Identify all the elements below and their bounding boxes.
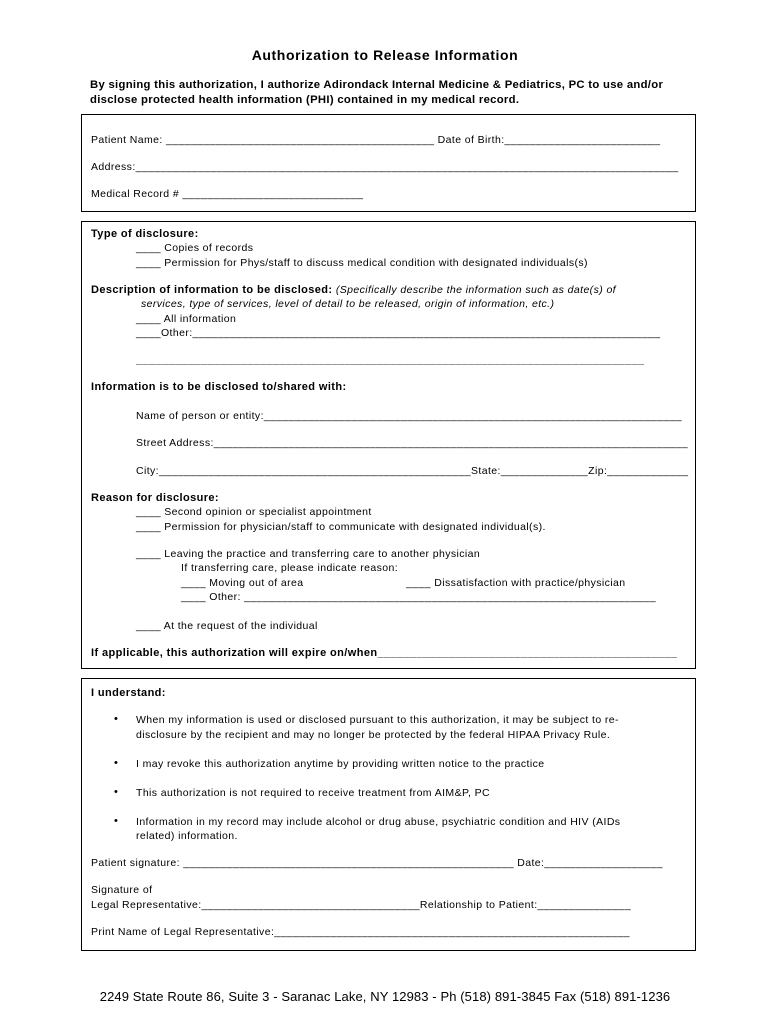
legal-rep-signature-field[interactable]: Legal Representative:___________________________________Relationship to Patient:_______________	[91, 899, 632, 911]
description-heading: Description of information to be disclosed:	[91, 284, 333, 296]
street-address-field[interactable]: Street Address:____________________________________________________________________________	[136, 437, 688, 449]
description-note-continued: services, type of services, level of detail to be released, origin of information, etc.)	[141, 298, 555, 310]
intro-statement: By signing this authorization, I authorize Adirondack Internal Medicine & Pediatrics, PC to use and/or disclose protected health information (PHI) contained in my medical record.	[90, 79, 664, 106]
bullet-icon: •	[114, 815, 118, 827]
recipient-name-field[interactable]: Name of person or entity:___________________________________________________________________	[136, 410, 682, 422]
bullet-icon: •	[114, 713, 118, 725]
leaving-practice-option[interactable]: ____ Leaving the practice and transferring care to another physician	[136, 548, 481, 560]
copies-of-records-option[interactable]: ____ Copies of records	[136, 242, 254, 254]
address-field[interactable]: Address:_______________________________________________________________________________________	[91, 161, 679, 173]
understand-item-sensitive-info: Information in my record may include alcohol or drug abuse, psychiatric condition and HIV (AIDs	[136, 816, 621, 828]
understand-item-redisclosure: When my information is used or disclosed pursuant to this authorization, it may be subject to re-	[136, 714, 619, 726]
description-heading-row	[91, 284, 616, 297]
transfer-other-field[interactable]: ____ Other: __________________________________________________________________	[181, 591, 656, 603]
form-title: Authorization to Release Information	[251, 47, 519, 63]
city-state-zip-field[interactable]: City:__________________________________________________State:______________Zip:_____________	[136, 465, 689, 477]
expiration-field[interactable]: If applicable, this authorization will expire on/when______________________________________________	[91, 647, 678, 659]
bullet-icon: •	[114, 757, 118, 769]
understand-heading: I understand:	[91, 687, 166, 699]
medical-record-field[interactable]: Medical Record # _____________________________	[91, 188, 364, 200]
type-of-disclosure-heading: Type of disclosure:	[91, 228, 199, 240]
bullet-icon: •	[114, 786, 118, 798]
patient-name-field[interactable]: Patient Name: ___________________________________________ Date of Birth:_________________________	[91, 134, 661, 146]
understand-item-sensitive-info-continued: related) information.	[136, 830, 238, 842]
legal-rep-signature-label: Signature of	[91, 884, 153, 896]
description-note: (Specifically describe the information such as date(s) of	[335, 284, 616, 296]
legal-rep-print-name-field[interactable]: Print Name of Legal Representative:_________________________________________________________	[91, 926, 630, 938]
individual-request-option[interactable]: ____ At the request of the individual	[136, 620, 318, 632]
patient-signature-field[interactable]: Patient signature: _____________________________________________________ Date:___________________	[91, 857, 663, 869]
shared-with-heading: Information is to be disclosed to/shared with:	[91, 381, 347, 393]
other-information-field[interactable]: ____Other:___________________________________________________________________________	[136, 327, 661, 339]
dissatisfaction-option[interactable]: ____ Dissatisfaction with practice/physician	[406, 577, 626, 589]
reason-heading: Reason for disclosure:	[91, 492, 219, 504]
all-information-option[interactable]: ____ All information	[136, 313, 237, 325]
communication-permission-option[interactable]: ____ Permission for physician/staff to communicate with designated individual(s).	[136, 521, 546, 533]
moving-out-option[interactable]: ____ Moving out of area	[181, 577, 304, 589]
understand-item-redisclosure-continued: disclosure by the recipient and may no longer be protected by the federal HIPAA Privacy Rule.	[136, 729, 611, 741]
understand-item-revoke: I may revoke this authorization anytime by providing written notice to the practice	[136, 758, 545, 770]
other-information-extra-line[interactable]: ______________________________________________________________________________	[136, 354, 645, 366]
transfer-reason-label: If transferring care, please indicate reason:	[181, 562, 399, 574]
practice-address-footer: 2249 State Route 86, Suite 3 - Saranac Lake, NY 12983 - Ph (518) 891-3845 Fax (518) 891-1236	[99, 989, 671, 1004]
phys-staff-permission-option[interactable]: ____ Permission for Phys/staff to discuss medical condition with designated individuals(s)	[136, 257, 588, 269]
second-opinion-option[interactable]: ____ Second opinion or specialist appointment	[136, 506, 372, 518]
understand-item-not-required: This authorization is not required to receive treatment from AIM&P, PC	[136, 787, 491, 799]
